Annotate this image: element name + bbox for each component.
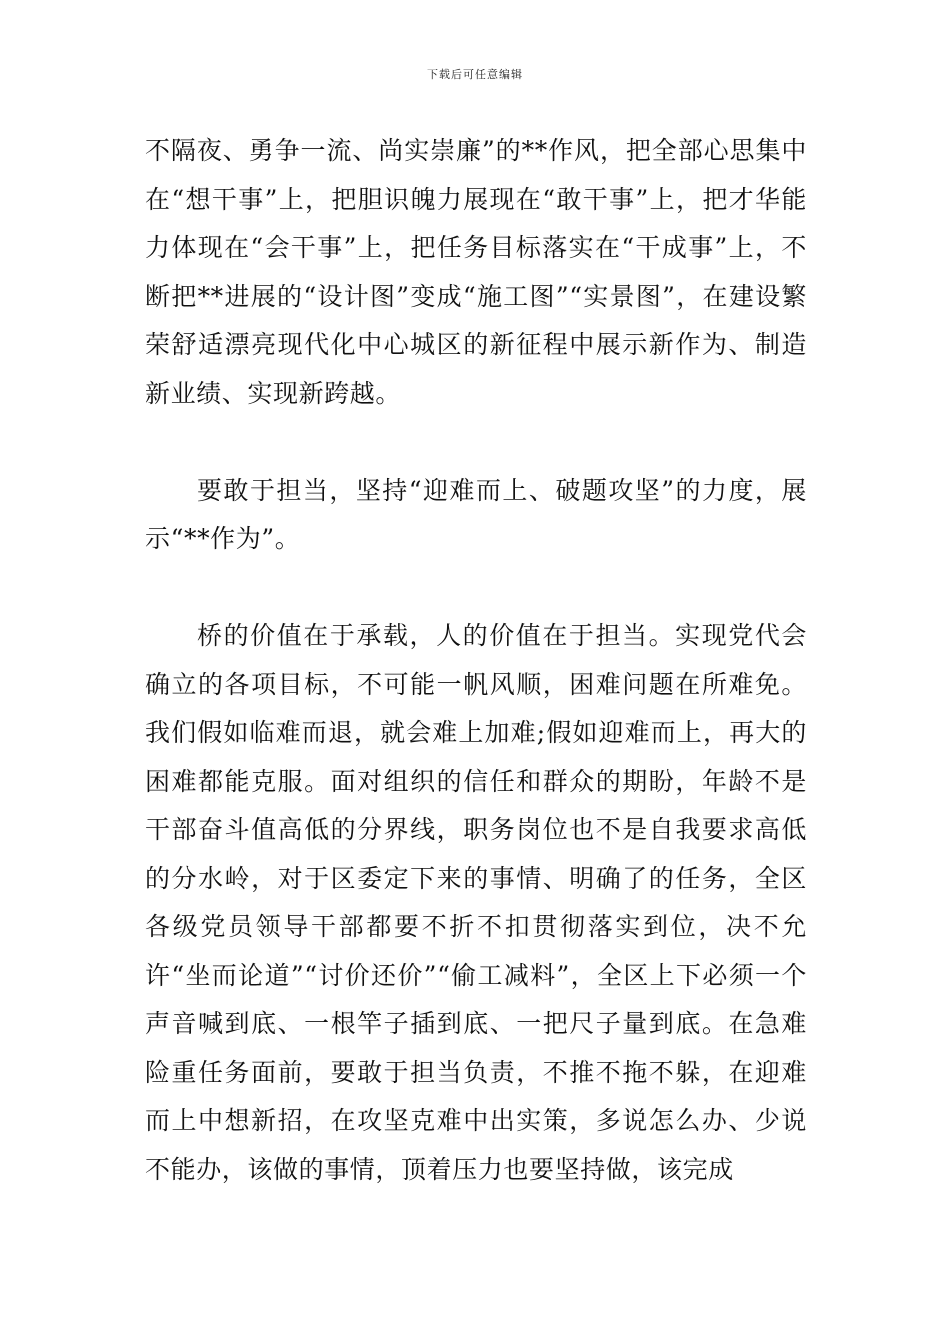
paragraph-1: 不隔夜、勇争一流、尚实崇廉”的**作风，把全部心思集中在“想干事”上，把胆识魄力展现在“敢干事”上，把才华能力体现在“会干事”上，把任务目标落实在“干成事”上，不断把**进展的“设计图”变成“施工图”“实景图”，在建设繁荣舒适漂亮现代化中心城区的新征程中展示新作为、制造新业绩、实现新跨越。 (145, 136, 807, 408)
paragraph-3: 桥的价值在于承载，人的价值在于担当。实现党代会确立的各项目标，不可能一帆风顺，困难问题在所难免。我们假如临难而退，就会难上加难;假如迎难而上，再大的困难都能克服。面对组织的信任和群众的期盼，年龄不是干部奋斗值高低的分界线，职务岗位也不是自我要求高低的分水岭，对于区委定下来的事情、明确了的任务，全区各级党员领导干部都要不折不扣贯彻落实到位，决不允许“坐而论道”“讨价还价”“偷工减料”，全区上下必须一个声音喊到底、一根竿子插到底、一把尺子量到底。在急难险重任务面前，要敢于担当负责，不推不拖不躲，在迎难而上中想新招，在攻坚克难中出实策，多说怎么办、少说不能办，该做的事情，顶着压力也要坚持做，该完成 (145, 621, 807, 1184)
paragraph-2: 要敢于担当，坚持“迎难而上、破题攻坚”的力度，展示“**作为”。 (145, 475, 807, 553)
page-header: 下载后可任意编辑 (427, 68, 523, 81)
paragraph-gap (145, 418, 807, 467)
paragraph-gap (145, 564, 807, 613)
document-body (145, 127, 807, 1194)
